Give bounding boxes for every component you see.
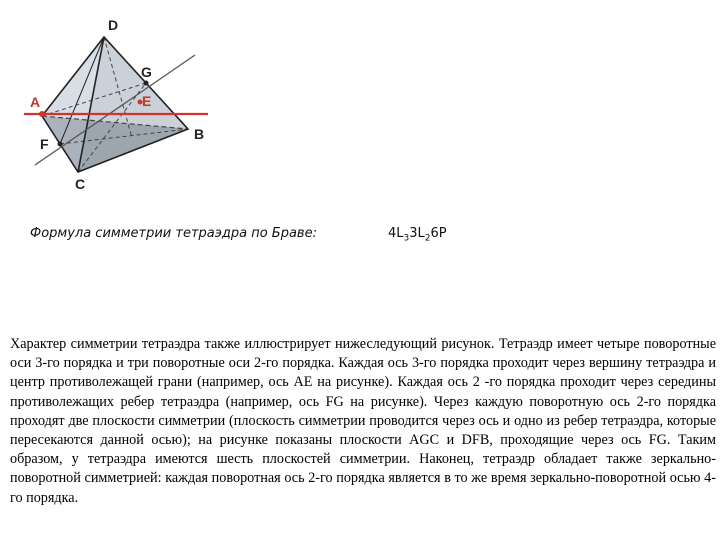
vertex-label-e: E bbox=[142, 93, 152, 109]
formula-label: Формула симметрии тетраэдра по Браве: bbox=[30, 226, 317, 241]
formula-part: 6P bbox=[430, 226, 447, 241]
formula-part: 4L bbox=[388, 226, 404, 241]
vertex-label-a: A bbox=[30, 94, 41, 110]
formula-subscript: 2 bbox=[424, 233, 431, 244]
vertex-label-b: B bbox=[194, 126, 205, 142]
vertex-label-d: D bbox=[108, 17, 119, 33]
vertex-label-c: C bbox=[75, 176, 86, 192]
point-f bbox=[58, 142, 63, 147]
tetrahedron-figure bbox=[0, 0, 720, 200]
face-adb bbox=[42, 37, 188, 129]
point-a bbox=[39, 111, 45, 117]
symmetry-formula bbox=[388, 226, 447, 244]
description-paragraph: Характер симметрии тетраэдра также иллюстрирует нижеследующий рисунок. Тетраэдр имеет четыре поворотные оси 3-го порядка и три поворотные оси 2-го порядка. Каждая ось 3-го порядка проходит через вершину тетраэдра и центр противолежащей грани (например, ось АЕ на рисунке). Каждая ось 2 -го порядка проходит через середины противолежащих ребер тетраэдра (например, ось FG на рисунке). Через каждую поворотную ось 2-го порядка проходят две плоскости симметрии (плоскость симметрии проводится через ось и одно из ребер тетраэдра, которые пересекаются данной осью); на рисунке показаны плоскости AGC и DFB, проходящие через ось FG. Таким образом, у тетраэдра имеются шесть плоскостей симметрии. Наконец, тетраэдр обладает также зеркально-поворотной симметрией: каждая поворотная ось 2-го порядка является в то же время зеркально-поворотной осью 4-го порядка. bbox=[10, 336, 716, 506]
formula-part: 3L bbox=[409, 226, 425, 241]
vertex-label-g: G bbox=[141, 64, 152, 80]
formula-subscript: 3 bbox=[403, 233, 410, 244]
point-g bbox=[144, 81, 149, 86]
vertex-label-f: F bbox=[40, 136, 49, 152]
